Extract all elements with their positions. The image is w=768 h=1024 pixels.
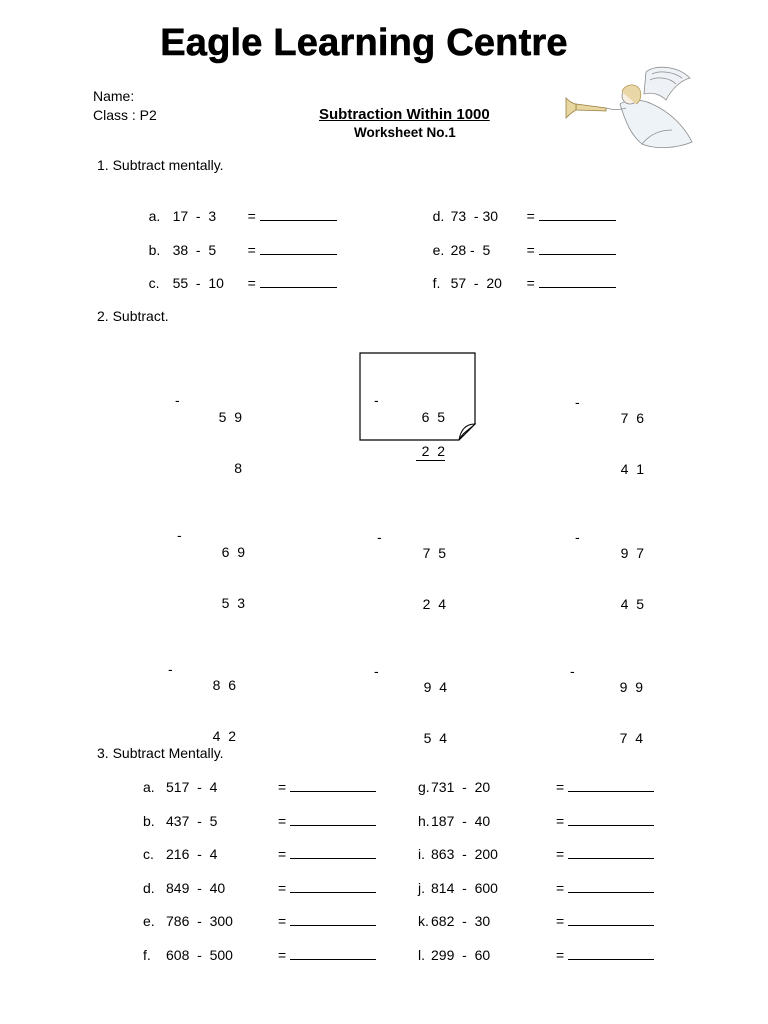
minuend: 7 6 (620, 410, 644, 426)
minus-sign: - (575, 394, 580, 410)
minus-sign: - (168, 661, 173, 677)
equals-sign: = (278, 880, 287, 896)
minuend: 5 9 (218, 409, 242, 425)
item-label: e. (432, 242, 445, 258)
q3-item (143, 812, 376, 829)
item-label: i. (418, 846, 425, 862)
item-expression: 517 - 4 (166, 779, 218, 795)
answer-blank[interactable] (568, 879, 654, 893)
answer-blank[interactable] (260, 274, 337, 288)
item-label: f. (432, 275, 441, 291)
equals-sign: = (526, 208, 535, 224)
item-label: d. (432, 208, 445, 224)
item-label: c. (143, 846, 154, 862)
equals-sign: = (556, 913, 565, 929)
q2-heading: 2. Subtract. (97, 308, 169, 324)
item-label: d. (143, 880, 155, 896)
name-label: Name: (93, 88, 135, 104)
item-expression: 216 - 4 (166, 846, 218, 862)
item-expression: 187 - 40 (431, 813, 491, 829)
equals-sign: = (556, 846, 565, 862)
subtrahend: 4 1 (620, 461, 644, 477)
subtrahend: 4 2 (212, 728, 236, 744)
subtrahend: 5 4 (423, 730, 447, 746)
q3-left-column (143, 778, 393, 978)
q1-item (417, 258, 616, 307)
item-expression: 814 - 600 (431, 880, 498, 896)
angel-illustration (560, 64, 700, 156)
subtraction-problem (601, 645, 643, 764)
q3-item (143, 845, 376, 862)
subtraction-problem (602, 511, 644, 630)
class-label: Class : P2 (93, 107, 157, 123)
subtrahend: 2 2 (416, 443, 445, 461)
answer-blank[interactable] (290, 778, 376, 792)
minus-sign: - (177, 527, 182, 543)
answer-blank[interactable] (539, 207, 616, 221)
equals-sign: = (278, 947, 287, 963)
answer-blank[interactable] (290, 812, 376, 826)
q3-item (418, 778, 654, 795)
answer-blank[interactable] (290, 845, 376, 859)
subtrahend: 8 (234, 460, 242, 476)
item-label: a. (143, 779, 155, 795)
equals-sign: = (278, 846, 287, 862)
minuend: 7 5 (422, 545, 446, 561)
q1-item (133, 258, 337, 307)
school-name-text: Eagle Learning Centre (160, 22, 568, 64)
item-label: b. (148, 242, 161, 258)
item-expression: 731 - 20 (431, 779, 491, 795)
minus-sign: - (374, 392, 379, 408)
subtraction-problem (602, 376, 644, 495)
q3-item (143, 946, 376, 963)
equals-sign: = (278, 913, 287, 929)
minus-sign: - (175, 392, 180, 408)
subtraction-problem (401, 375, 445, 461)
item-label: e. (143, 913, 155, 929)
minus-sign: - (570, 663, 575, 679)
q3-item (143, 778, 376, 795)
answer-blank[interactable] (290, 946, 376, 960)
item-expression: 682 - 30 (431, 913, 491, 929)
q3-item (143, 879, 376, 896)
item-label: g. (418, 779, 430, 795)
item-expression: 849 - 40 (166, 880, 226, 896)
q3-item (418, 946, 654, 963)
worksheet-subtitle: Worksheet No.1 (354, 125, 456, 140)
equals-sign: = (526, 275, 535, 291)
equals-sign: = (247, 275, 256, 291)
subtraction-problem (404, 511, 446, 630)
q3-item (418, 879, 654, 896)
item-label: c. (148, 275, 160, 291)
minuend: 8 6 (212, 677, 236, 693)
item-label: l. (418, 947, 425, 963)
answer-blank[interactable] (260, 241, 337, 255)
answer-blank[interactable] (290, 879, 376, 893)
item-label: a. (148, 208, 161, 224)
item-expression: 437 - 5 (166, 813, 218, 829)
item-expression: 17 - 3 (172, 208, 217, 224)
item-expression: 786 - 300 (166, 913, 233, 929)
worksheet-title: Subtraction Within 1000 (319, 106, 490, 123)
subtraction-problem (200, 375, 242, 494)
equals-sign: = (556, 813, 565, 829)
minuend: 9 7 (620, 545, 644, 561)
q3-heading: 3. Subtract Mentally. (97, 745, 224, 761)
subtraction-problem (405, 645, 447, 764)
item-expression: 863 - 200 (431, 846, 498, 862)
answer-blank[interactable] (290, 912, 376, 926)
item-expression: 38 - 5 (172, 242, 217, 258)
equals-sign: = (556, 947, 565, 963)
answer-blank[interactable] (539, 241, 616, 255)
item-label: f. (143, 947, 151, 963)
item-expression: 299 - 60 (431, 947, 491, 963)
q3-item (418, 912, 654, 929)
equals-sign: = (556, 880, 565, 896)
q3-item (418, 812, 654, 829)
minuend: 6 9 (221, 544, 245, 560)
minuend: 6 5 (421, 409, 445, 425)
answer-blank[interactable] (539, 274, 616, 288)
subtraction-problem (203, 510, 245, 629)
school-name (0, 22, 728, 65)
equals-sign: = (278, 813, 287, 829)
q3-right-column (418, 778, 678, 978)
minuend: 9 4 (423, 679, 447, 695)
q3-item (418, 845, 654, 862)
item-expression: 57 - 20 (450, 275, 502, 291)
equals-sign: = (247, 208, 256, 224)
equals-sign: = (278, 779, 287, 795)
q3-item (143, 912, 376, 929)
item-label: k. (418, 913, 429, 929)
answer-blank[interactable] (260, 207, 337, 221)
subtrahend: 2 4 (422, 596, 446, 612)
minuend: 9 9 (619, 679, 643, 695)
equals-sign: = (247, 242, 256, 258)
answer-blank[interactable] (568, 946, 654, 960)
answer-blank[interactable] (568, 912, 654, 926)
item-label: j. (418, 880, 425, 896)
subtrahend: 4 5 (620, 596, 644, 612)
item-label: h. (418, 813, 430, 829)
subtrahend: 5 3 (221, 595, 245, 611)
item-expression: 608 - 500 (166, 947, 233, 963)
answer-blank[interactable] (568, 778, 654, 792)
item-expression: 73 - 30 (450, 208, 499, 224)
item-label: b. (143, 813, 155, 829)
q1-heading: 1. Subtract mentally. (97, 157, 224, 173)
minus-sign: - (575, 529, 580, 545)
item-expression: 28 - 5 (450, 242, 491, 258)
subtrahend: 7 4 (619, 730, 643, 746)
item-expression: 55 - 10 (172, 275, 224, 291)
equals-sign: = (526, 242, 535, 258)
answer-blank[interactable] (568, 845, 654, 859)
equals-sign: = (556, 779, 565, 795)
minus-sign: - (377, 529, 382, 545)
answer-blank[interactable] (568, 812, 654, 826)
minus-sign: - (374, 663, 379, 679)
